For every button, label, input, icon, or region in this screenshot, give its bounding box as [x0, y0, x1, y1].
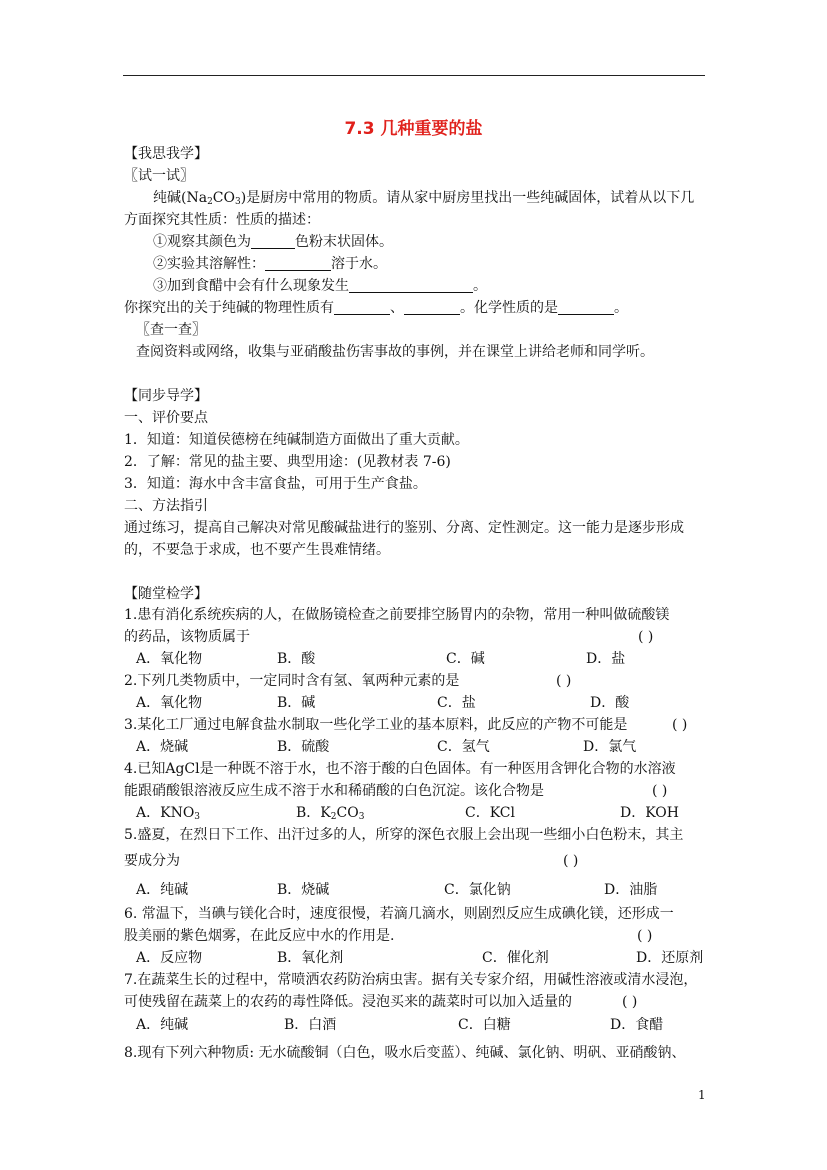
- q4-option-d[interactable]: D．KOH: [620, 805, 679, 821]
- q3-option-c[interactable]: C．氢气: [437, 739, 490, 755]
- q6-option-b[interactable]: B．氧化剂: [277, 950, 344, 966]
- q7-option-d[interactable]: D．食醋: [610, 1017, 664, 1033]
- question-1-line-2: 的药品，该物质属于: [124, 629, 250, 645]
- q4-option-c[interactable]: C．KCl: [465, 805, 515, 821]
- evaluation-point-3: 3．知道：海水中含丰富食盐，可用于生产食盐。: [124, 476, 427, 492]
- property-summary: 你探究出的关于纯碱的物理性质有 、 。化学性质的是 。: [124, 300, 628, 316]
- question-3-line-1: 3.某化工厂通过电解食盐水制取一些化学工业的基本原料，此反应的产物不可能是: [124, 717, 628, 733]
- intro-line-1: 纯碱$(Na_2CO_3)$是厨房中常用的物质。请从家中厨房里找出一些纯碱固体，试着从以下几: [153, 190, 695, 207]
- q3-option-b[interactable]: B．硫酸: [277, 739, 330, 755]
- q4-option-a[interactable]: A．$KNO_3$: [136, 805, 201, 822]
- section-header-thinking: 【我思我学】: [124, 146, 208, 162]
- evaluation-point-1: 1．知道：知道侯德榜在纯碱制造方面做出了重大贡献。: [124, 432, 469, 448]
- method-text-2: 的，不要急于求成，也不要产生畏难情绪。: [124, 542, 390, 558]
- question-6-line-1: 6. 常温下，当碘与镁化合时，速度很慢，若滴几滴水，则剧烈反应生成碘化镁，还形成一: [124, 906, 674, 922]
- q2-option-a[interactable]: A．氧化物: [136, 695, 203, 711]
- q3-option-a[interactable]: A．烧碱: [136, 739, 189, 755]
- blank-physical-2[interactable]: [404, 300, 460, 315]
- question-1-answer-paren[interactable]: ( ): [638, 629, 654, 645]
- method-text-1: 通过练习，提高自己解决对常见酸碱盐进行的鉴别、分离、定性测定。这一能力是逐步形成: [124, 520, 684, 536]
- blank-color[interactable]: [251, 234, 295, 249]
- q2-option-b[interactable]: B．碱: [277, 695, 316, 711]
- q6-option-c[interactable]: C．催化剂: [482, 950, 549, 966]
- q5-option-c[interactable]: C．氯化钠: [444, 882, 511, 898]
- question-4-line-2: 能跟硝酸银溶液反应生成不溶于水和稀硝酸的白色沉淀。该化合物是: [124, 783, 544, 799]
- q3-option-d[interactable]: D．氯气: [583, 739, 637, 755]
- q6-option-a[interactable]: A．反应物: [136, 950, 203, 966]
- method-heading: 二、方法指引: [124, 498, 208, 514]
- item-solubility: ②实验其溶解性： 溶于水。: [153, 256, 387, 272]
- blank-chemical[interactable]: [558, 300, 614, 315]
- check-text: 查阅资料或网络，收集与亚硝酸盐伤害事故的事例，并在课堂上讲给老师和同学听。: [136, 344, 654, 360]
- question-3-answer-paren[interactable]: ( ): [672, 717, 688, 733]
- q5-option-d[interactable]: D．油脂: [604, 882, 658, 898]
- section-header-quiz: 【随堂检学】: [124, 586, 208, 602]
- question-4-answer-paren[interactable]: ( ): [652, 783, 668, 799]
- question-1-line-1: 1.患有消化系统疾病的人，在做肠镜检查之前要排空肠胃内的杂物，常用一种叫做硫酸镁: [124, 607, 670, 623]
- question-7-answer-paren[interactable]: ( ): [622, 994, 638, 1010]
- intro-line-2: 方面探究其性质：性质的描述：: [124, 212, 320, 228]
- page-title: 7.3 几种重要的盐: [344, 119, 483, 139]
- evaluation-heading: 一、评价要点: [124, 410, 208, 426]
- page-number: 1: [698, 1088, 706, 1102]
- q7-option-c[interactable]: C．白糖: [458, 1017, 511, 1033]
- blank-phenomenon[interactable]: [349, 278, 473, 293]
- section-header-guide: 【同步导学】: [124, 388, 208, 404]
- question-2-line-1: 2.下列几类物质中，一定同时含有氢、氧两种元素的是: [124, 673, 460, 689]
- header-rule: [123, 75, 705, 76]
- q2-option-d[interactable]: D．酸: [590, 695, 630, 711]
- q1-option-a[interactable]: A．氧化物: [136, 651, 203, 667]
- q1-option-b[interactable]: B．酸: [277, 651, 316, 667]
- question-5-line-1: 5.盛夏，在烈日下工作、出汗过多的人，所穿的深色衣服上会出现一些细小白色粉末，其主: [124, 827, 684, 843]
- q2-option-c[interactable]: C．盐: [437, 695, 476, 711]
- try-label: 〖试一试〗: [124, 168, 194, 184]
- item-color: ①观察其颜色为 色粉末状固体。: [153, 234, 393, 250]
- q1-option-d[interactable]: D．盐: [586, 651, 626, 667]
- question-5-answer-paren[interactable]: ( ): [563, 853, 579, 869]
- question-5-line-2: 要成分为: [124, 853, 180, 869]
- question-4-line-1: 4.已知AgCl是一种既不溶于水，也不溶于酸的白色固体。有一种医用含钾化合物的水溶液: [124, 761, 676, 777]
- question-7-line-2: 可使残留在蔬菜上的农药的毒性降低。浸泡买来的蔬菜时可以加入适量的: [124, 994, 572, 1010]
- q7-option-b[interactable]: B．白酒: [284, 1017, 337, 1033]
- question-7-line-1: 7.在蔬菜生长的过程中，常喷洒农药防治病虫害。据有关专家介绍，用碱性溶液或清水浸泡，: [124, 972, 698, 988]
- question-2-answer-paren[interactable]: ( ): [556, 673, 572, 689]
- evaluation-point-2: 2．了解：常见的盐主要、典型用途：(见教材表 7-6): [124, 454, 451, 470]
- question-6-answer-paren[interactable]: ( ): [637, 928, 653, 944]
- q6-option-d[interactable]: D．还原剂: [636, 950, 704, 966]
- q1-option-c[interactable]: C．碱: [446, 651, 485, 667]
- q4-option-b[interactable]: B．$K_2CO_3$: [296, 805, 365, 822]
- q5-option-b[interactable]: B．烧碱: [277, 882, 330, 898]
- blank-physical-1[interactable]: [334, 300, 390, 315]
- question-8-line-1: 8.现有下列六种物质: 无水硫酸铜（白色，吸水后变蓝）、纯碱、氯化钠、明矾、亚硝酸钠、: [124, 1045, 686, 1061]
- question-6-line-2: 股美丽的紫色烟雾，在此反应中水的作用是.: [124, 928, 395, 944]
- check-label: 〖查一查〗: [136, 322, 206, 338]
- q7-option-a[interactable]: A．纯碱: [136, 1017, 189, 1033]
- blank-solubility[interactable]: [265, 256, 331, 271]
- q5-option-a[interactable]: A．纯碱: [136, 882, 189, 898]
- item-vinegar: ③加到食醋中会有什么现象发生 。: [153, 278, 487, 294]
